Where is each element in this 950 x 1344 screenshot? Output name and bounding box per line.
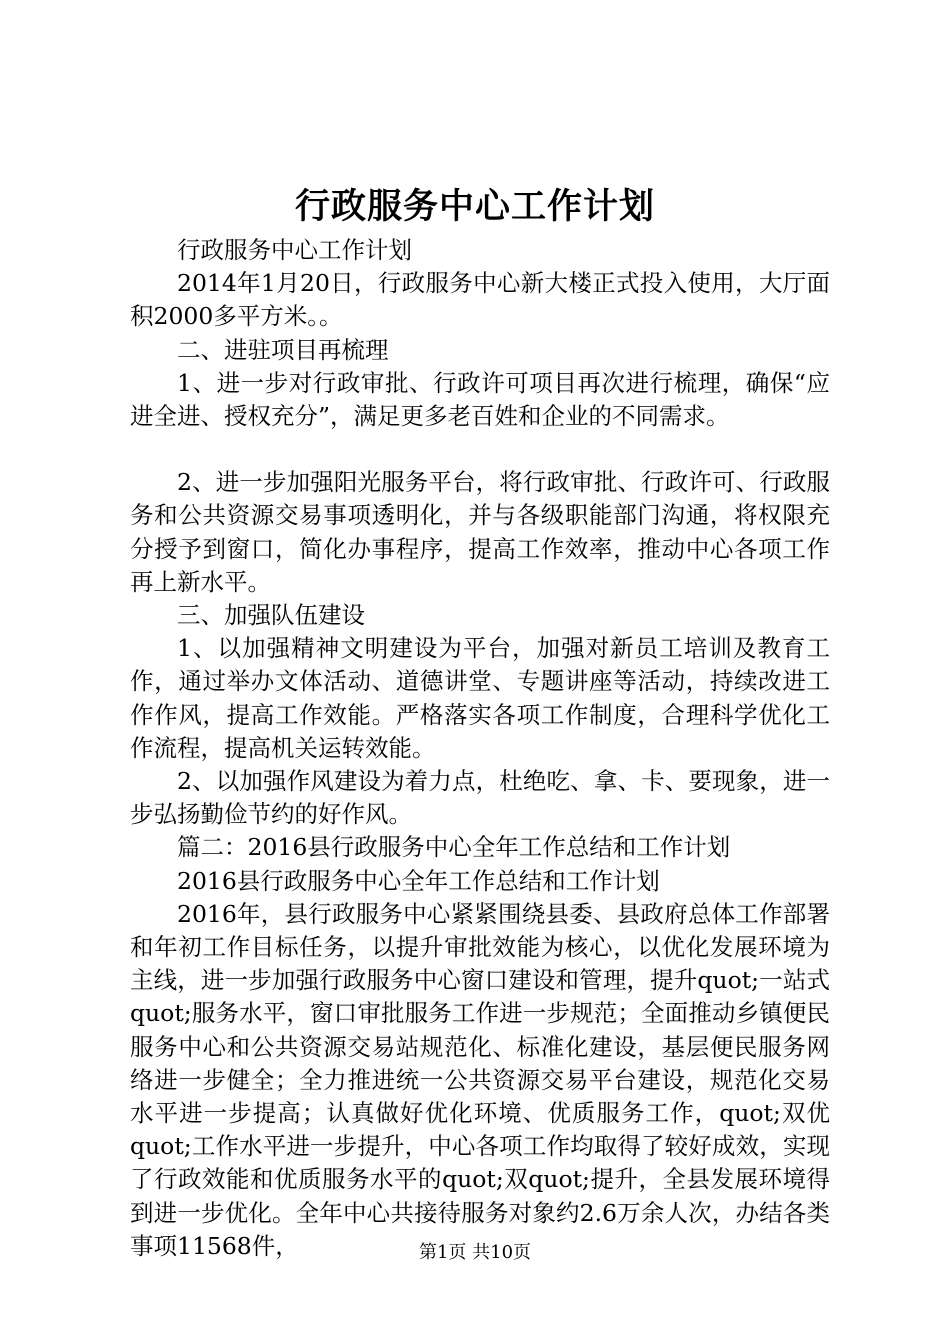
page-footer: 第1页 共10页 [418,1242,532,1263]
paragraph-2-2: 2、进一步加强阳光服务平台，将行政审批、行政许可、行政服务和公共资源交易事项透明化，并与各级职能部门沟通，将权限充分授予到窗口，简化办事程序，提高工作效率，推动中心各项工作再上新水平。 [130,468,830,596]
section-heading-3: 三、加强队伍建设 [177,601,365,630]
paragraph-intro: 2014年1月20日，行政服务中心新大楼正式投入使用，大厅面积2000多平方米。。 [130,269,830,331]
part-two-title: 2016县行政服务中心全年工作总结和工作计划 [177,866,660,895]
paragraph-spacer [130,433,830,466]
page-title: 行政服务中心工作计划 [294,186,655,227]
part-two-paragraph: 2016年，县行政服务中心紧紧围绕县委、县政府总体工作部署和年初工作目标任务，以提升审批效能为核心，以优化发展环境为主线，进一步加强行政服务中心窗口建设和管理，提升quot;一站式quot;服务水平，窗口审批服务工作进一步规范；全面推动乡镇便民服务中心和公共资源交易站规范化、标准化建设，基层便民服务网络进一步健全；全力推进统一公共资源交易平台建设，规范化交易水平进一步提高；认真做好优化环境、优质服务工作，quot;双优quot;工作水平进一步提升，中心各项工作均取得了较好成效，实现了行政效能和优质服务水平的quot;双quot;提升，全县发展环境得到进一步优化。全年中心共接待服务对象约2.6万余人次，办结各类事项11568件， [130,899,830,1260]
paragraph-subtitle: 行政服务中心工作计划 [177,236,412,264]
section-heading-2: 二、进驻项目再梳理 [177,335,389,364]
part-two-heading: 篇二：2016县行政服务中心全年工作总结和工作计划 [177,833,731,862]
paragraph-2-1: 1、进一步对行政审批、行政许可项目再次进行梳理，确保“应进全进、授权充分”，满足更多老百姓和企业的不同需求。 [130,368,830,431]
document-body [130,234,830,1263]
paragraph-3-1: 1、以加强精神文明建设为平台，加强对新员工培训及教育工作，通过举办文体活动、道德讲堂、专题讲座等活动，持续改进工作作风，提高工作效能。严格落实各项工作制度，合理科学优化工作流程，提高机关运转效能。 [130,634,830,762]
paragraph-3-2: 2、以加强作风建设为着力点，杜绝吃、拿、卡、要现象，进一步弘扬勤俭节约的好作风。 [130,767,830,829]
